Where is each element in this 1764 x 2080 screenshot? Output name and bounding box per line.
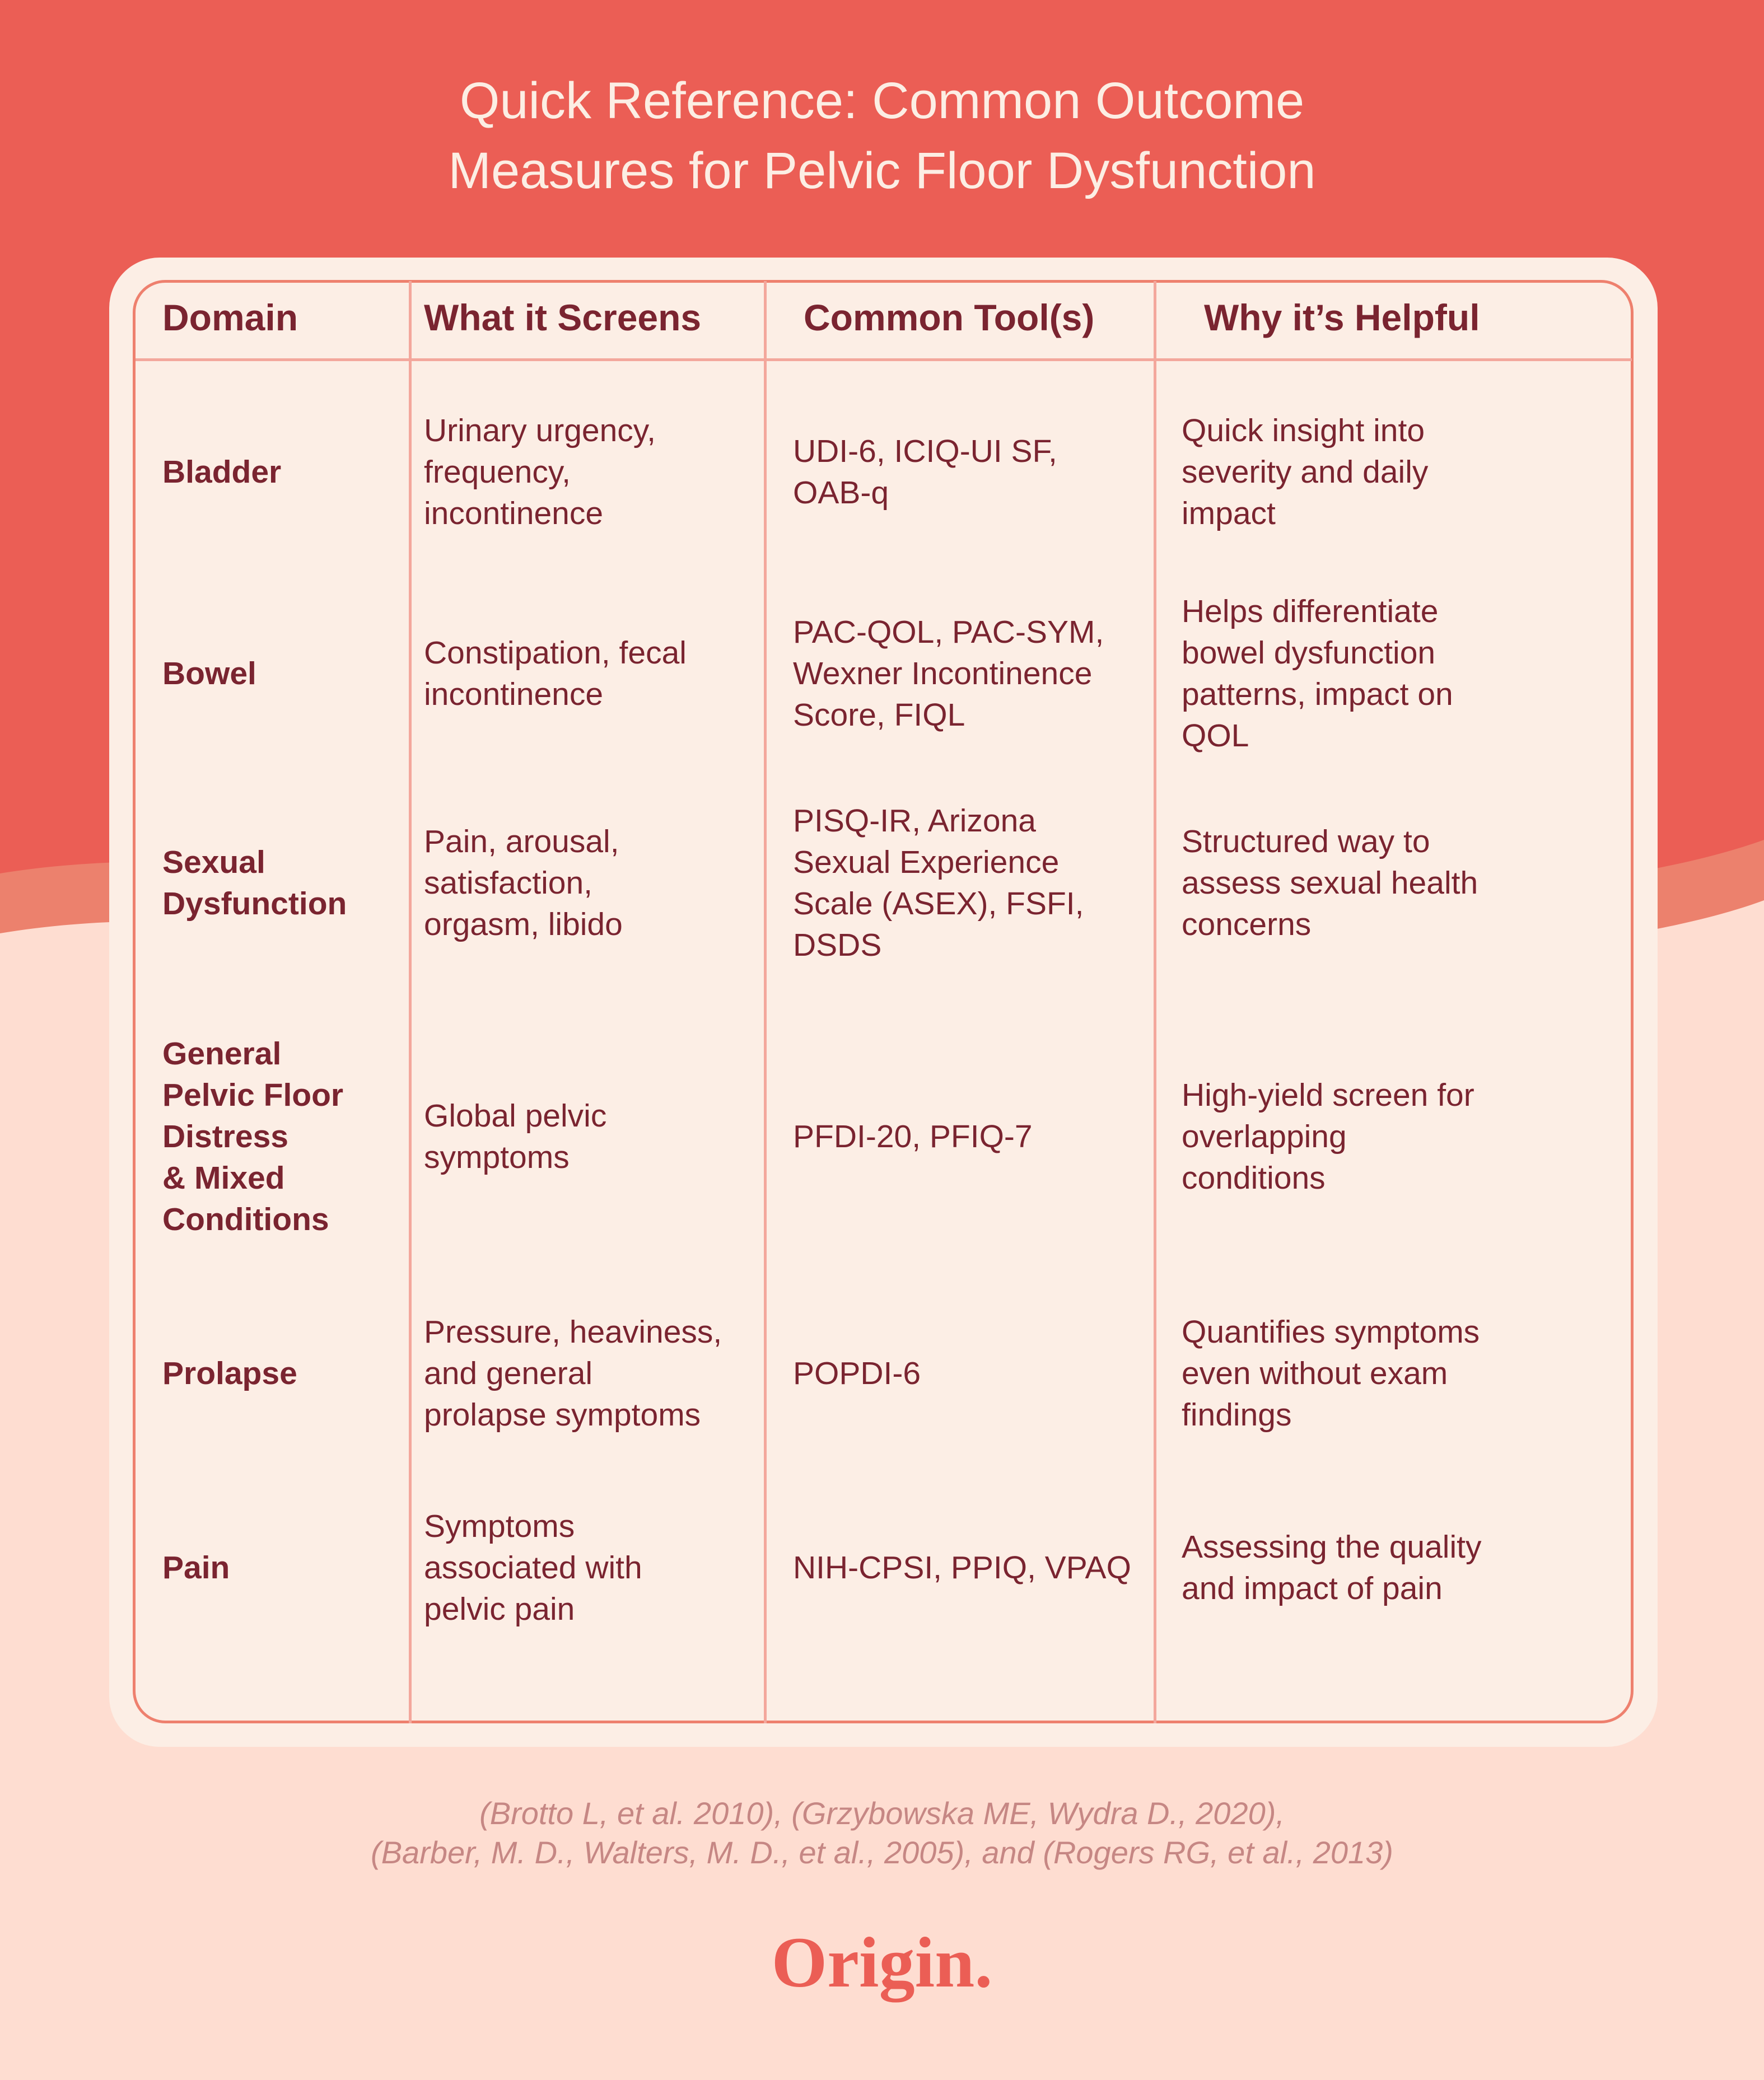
- cell-why: [1182, 1025, 1551, 1249]
- cell-tools: [793, 1025, 1157, 1249]
- table-row: [136, 584, 1632, 763]
- table-row: [136, 1025, 1632, 1249]
- cell-tools: [793, 1489, 1157, 1646]
- citation-line-1: (Brotto L, et al. 2010), (Grzybowska ME, Wydra D., 2020),: [479, 1796, 1285, 1831]
- cell-tools: [793, 1295, 1157, 1452]
- cell-screens: [424, 1295, 760, 1452]
- cell-why: [1182, 1489, 1551, 1646]
- cell-line: Scale (ASEX), FSFI,: [793, 886, 1084, 922]
- cell-line: Dysfunction: [162, 886, 347, 922]
- cell-line: Pain, arousal,: [424, 824, 619, 859]
- cell-line: PAC-QOL, PAC-SYM,: [793, 614, 1104, 650]
- cell-line: POPDI-6: [793, 1355, 921, 1391]
- cell-domain: [162, 1489, 398, 1646]
- cell-line: Constipation, fecal: [424, 635, 687, 671]
- cell-line: NIH-CPSI, PPIQ, VPAQ: [793, 1550, 1131, 1586]
- cell-line: UDI-6, ICIQ-UI SF,: [793, 433, 1057, 469]
- cell-line: pelvic pain: [424, 1591, 575, 1627]
- cell-line: Symptoms: [424, 1508, 575, 1544]
- cell-line: severity and daily: [1182, 454, 1429, 490]
- cell-line: Structured way to: [1182, 824, 1430, 859]
- cell-why: [1182, 1295, 1551, 1452]
- cell-domain: [162, 1025, 398, 1249]
- cell-line: incontinence: [424, 676, 604, 712]
- cell-line: and general: [424, 1355, 593, 1391]
- cell-line: Quick insight into: [1182, 413, 1425, 448]
- citations: [0, 1794, 1764, 1872]
- table-row: [136, 1489, 1632, 1646]
- cell-screens: [424, 793, 760, 973]
- cell-line: impact: [1182, 496, 1276, 531]
- cell-line: Pelvic Floor: [162, 1077, 344, 1113]
- cell-line: High-yield screen for: [1182, 1077, 1474, 1113]
- cell-line: Helps differentiate: [1182, 593, 1439, 629]
- cell-line: patterns, impact on: [1182, 676, 1453, 712]
- cell-line: PISQ-IR, Arizona: [793, 803, 1036, 839]
- cell-why: [1182, 793, 1551, 973]
- cell-line: Bowel: [162, 656, 256, 691]
- header-what-it-screens: What it Screens: [424, 297, 702, 338]
- cell-line: Urinary urgency,: [424, 413, 656, 448]
- cell-domain: [162, 1295, 398, 1452]
- cell-line: Bladder: [162, 454, 282, 490]
- cell-line: symptoms: [424, 1139, 570, 1175]
- table-row: [136, 392, 1632, 552]
- cell-line: findings: [1182, 1397, 1292, 1433]
- cell-line: Score, FIQL: [793, 697, 965, 733]
- cell-line: overlapping: [1182, 1119, 1347, 1154]
- cell-line: associated with: [424, 1550, 642, 1586]
- header-divider: [136, 358, 1632, 361]
- cell-line: Prolapse: [162, 1355, 297, 1391]
- title-line-1: Quick Reference: Common Outcome: [459, 72, 1305, 129]
- citation-line-2: (Barber, M. D., Walters, M. D., et al., 2005), and (Rogers RG, et al., 2013): [371, 1835, 1393, 1870]
- cell-line: & Mixed: [162, 1160, 285, 1196]
- cell-line: Quantifies symptoms: [1182, 1314, 1480, 1350]
- header-domain: Domain: [162, 297, 298, 338]
- cell-screens: [424, 1489, 760, 1646]
- cell-line: bowel dysfunction: [1182, 635, 1436, 671]
- table-row: [136, 793, 1632, 973]
- origin-logo: Origin.: [771, 1923, 993, 2002]
- cell-domain: [162, 793, 398, 973]
- cell-line: conditions: [1182, 1160, 1326, 1196]
- cell-line: DSDS: [793, 927, 882, 963]
- header-common-tools: Common Tool(s): [804, 297, 1095, 338]
- cell-line: satisfaction,: [424, 865, 592, 901]
- cell-line: assess sexual health: [1182, 865, 1478, 901]
- cell-line: Distress: [162, 1119, 288, 1154]
- cell-line: prolapse symptoms: [424, 1397, 701, 1433]
- cell-line: Sexual Experience: [793, 844, 1060, 880]
- page-title: [0, 66, 1764, 206]
- cell-line: Pressure, heaviness,: [424, 1314, 722, 1350]
- cell-domain: [162, 392, 398, 552]
- cell-screens: [424, 392, 760, 552]
- cell-domain: [162, 584, 398, 763]
- cell-line: frequency,: [424, 454, 571, 490]
- cell-line: incontinence: [424, 496, 604, 531]
- cell-screens: [424, 584, 760, 763]
- cell-line: Pain: [162, 1550, 230, 1586]
- cell-line: Conditions: [162, 1202, 329, 1237]
- table-row: [136, 1295, 1632, 1452]
- cell-line: and impact of pain: [1182, 1570, 1443, 1606]
- cell-line: QOL: [1182, 718, 1249, 754]
- cell-line: even without exam: [1182, 1355, 1448, 1391]
- cell-tools: [793, 584, 1157, 763]
- cell-line: Sexual: [162, 844, 265, 880]
- cell-line: OAB-q: [793, 475, 889, 511]
- cell-line: PFDI-20, PFIQ-7: [793, 1119, 1033, 1154]
- cell-line: Global pelvic: [424, 1098, 607, 1134]
- cell-tools: [793, 793, 1157, 973]
- cell-line: General: [162, 1036, 282, 1072]
- cell-why: [1182, 584, 1551, 763]
- cell-line: Assessing the quality: [1182, 1529, 1482, 1565]
- cell-tools: [793, 392, 1157, 552]
- header-why-helpful: Why it’s Helpful: [1204, 297, 1480, 338]
- cell-line: Wexner Incontinence: [793, 656, 1093, 691]
- cell-why: [1182, 392, 1551, 552]
- title-line-2: Measures for Pelvic Floor Dysfunction: [448, 142, 1316, 199]
- cell-line: concerns: [1182, 906, 1312, 942]
- cell-line: orgasm, libido: [424, 906, 623, 942]
- cell-screens: [424, 1025, 760, 1249]
